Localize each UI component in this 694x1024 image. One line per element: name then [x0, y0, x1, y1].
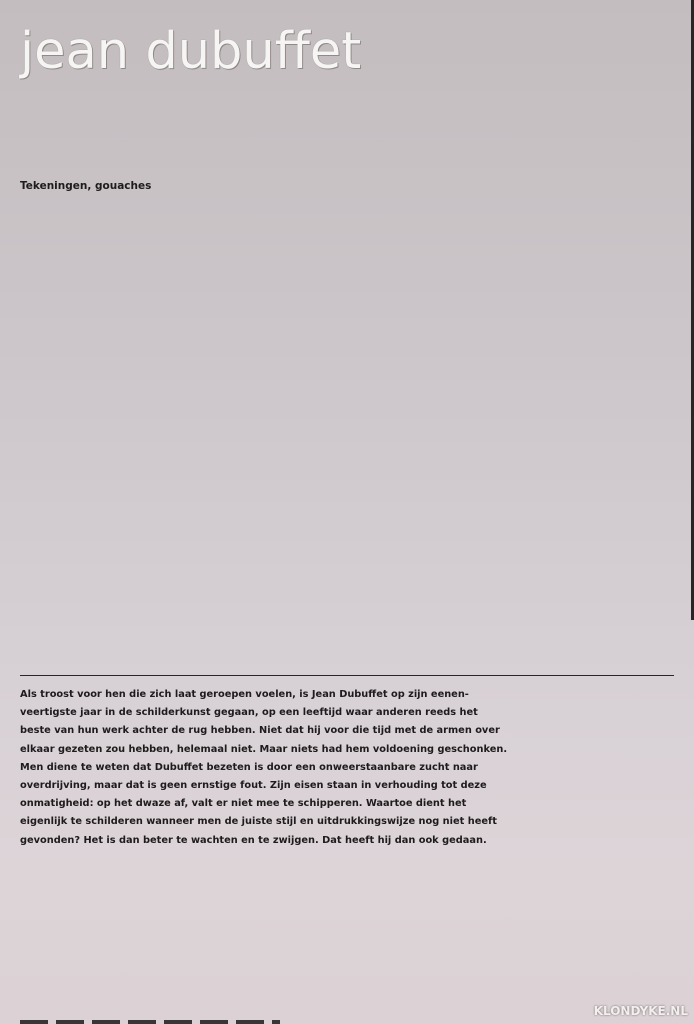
cover-body-text — [20, 686, 508, 850]
body-line: elkaar gezeten zou hebben, helemaal niet. Maar niets had hem voldoening geschonken. — [20, 743, 508, 755]
body-line: onmatigheid: op het dwaze af, valt er niet mee te schipperen. Waartoe dient het — [20, 798, 467, 810]
body-line: beste van hun werk achter de rug hebben. Niet dat hij voor die tijd met de armen over — [20, 725, 500, 737]
body-line: veertigste jaar in de schilderkunst gegaan, op een leeftijd waar anderen reeds het — [20, 707, 478, 719]
body-line: overdrijving, maar dat is geen ernstige fout. Zijn eisen staan in verhouding tot deze — [20, 780, 487, 792]
watermark: KLONDYKE.NL — [593, 1004, 688, 1018]
body-line: Men diene te weten dat Dubuffet bezeten is door een onweerstaanbare zucht naar — [20, 761, 478, 773]
body-line: eigenlijk te schilderen wanneer men de juiste stijl en uitdrukkingswijze nog niet heeft — [20, 816, 497, 828]
body-line: Als troost voor hen die zich laat geroepen voelen, is Jean Dubuffet op zijn eenen- — [20, 689, 469, 700]
cover-title: jean dubuffet — [20, 22, 362, 81]
body-line: gevonden? Het is dan beter te wachten en te zwijgen. Dat heeft hij dan ook gedaan. — [20, 834, 487, 846]
horizontal-rule — [20, 675, 674, 676]
cover-subtitle: Tekeningen, gouaches — [20, 180, 152, 192]
bottom-edge-strip — [20, 1020, 280, 1024]
